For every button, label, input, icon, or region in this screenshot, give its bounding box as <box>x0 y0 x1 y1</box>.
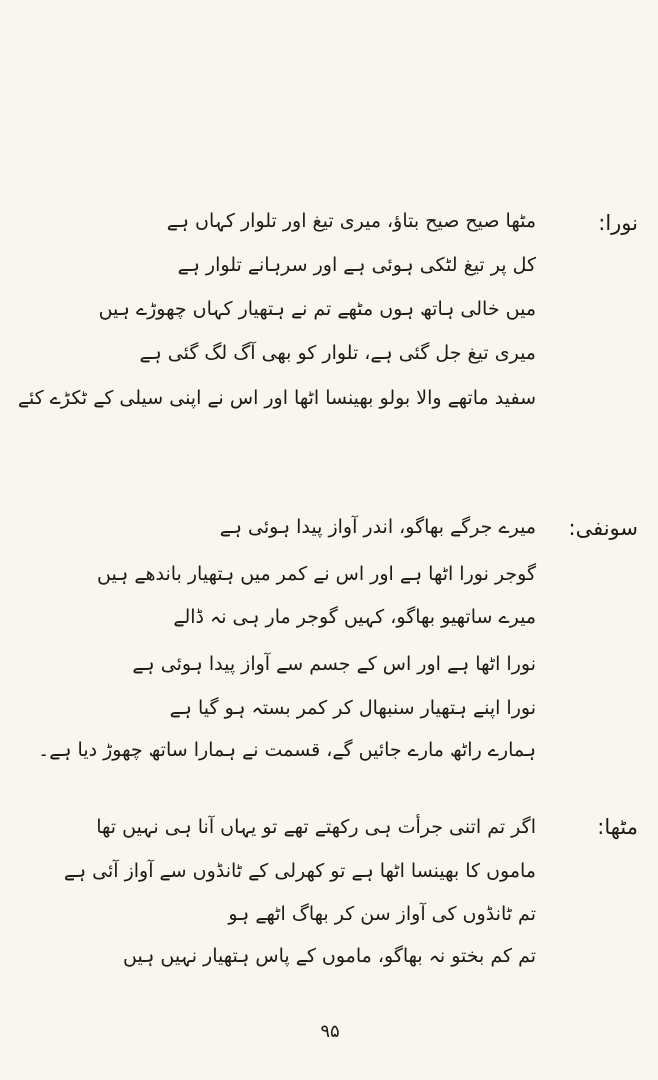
verse-line: میرے جرگے بھاگو، اندر آواز پیدا ہوئی ہے <box>219 516 536 538</box>
verse-line: ہمارے راٹھ مارے جائیں گے، قسمت نے ہمارا ساتھ چھوڑ دیا ہے۔ <box>38 739 536 761</box>
verse-line: تم ٹانڈوں کی آواز سن کر بھاگ اٹھے ہو <box>228 903 536 925</box>
verse-line: مٹھا صیح صیح بتاؤ، میری تیغ اور تلوار کہاں ہے <box>166 210 536 232</box>
verse-line: نورا اٹھا ہے اور اس کے جسم سے آواز پیدا ہوئی ہے <box>132 653 536 675</box>
verse-line: کل پر تیغ لٹکی ہوئی ہے اور سرہانے تلوار ہے <box>177 254 536 276</box>
verse-line: نورا اپنے ہتھیار سنبھال کر کمر بستہ ہو گیا ہے <box>169 697 536 719</box>
verse-line: گوجر نورا اٹھا ہے اور اس نے کمر میں ہتھیار باندھے ہیں <box>96 563 536 585</box>
speaker-label: نورا: <box>598 211 638 235</box>
verse-line: میرے ساتھیو بھاگو، کہیں گوجر مار ہی نہ ڈالے <box>173 606 536 628</box>
speaker-label: سونفی: <box>568 516 638 540</box>
verse-line: میری تیغ جل گئی ہے، تلوار کو بھی آگ لگ گئی ہے <box>139 342 536 364</box>
verse-line: تم کم بختو نہ بھاگو، ماموں کے پاس ہتھیار نہیں ہیں <box>123 945 536 967</box>
speaker-label: مٹھا: <box>597 815 638 839</box>
verse-line: اگر تم اتنی جرأت ہی رکھتے تھے تو یہاں آنا ہی نہیں تھا <box>96 816 536 838</box>
page-number: ۹۵ <box>320 1021 340 1042</box>
verse-line: ماموں کا بھینسا اٹھا ہے تو کھرلی کے ٹانڈوں سے آواز آئی ہے <box>63 860 536 882</box>
verse-line: میں خالی ہاتھ ہوں مٹھے تم نے ہتھیار کہاں چھوڑے ہیں <box>98 298 536 320</box>
verse-line: سفید ماتھے والا بولو بھینسا اٹھا اور اس نے اپنی سیلی کے ٹکڑے کئے <box>17 387 536 409</box>
